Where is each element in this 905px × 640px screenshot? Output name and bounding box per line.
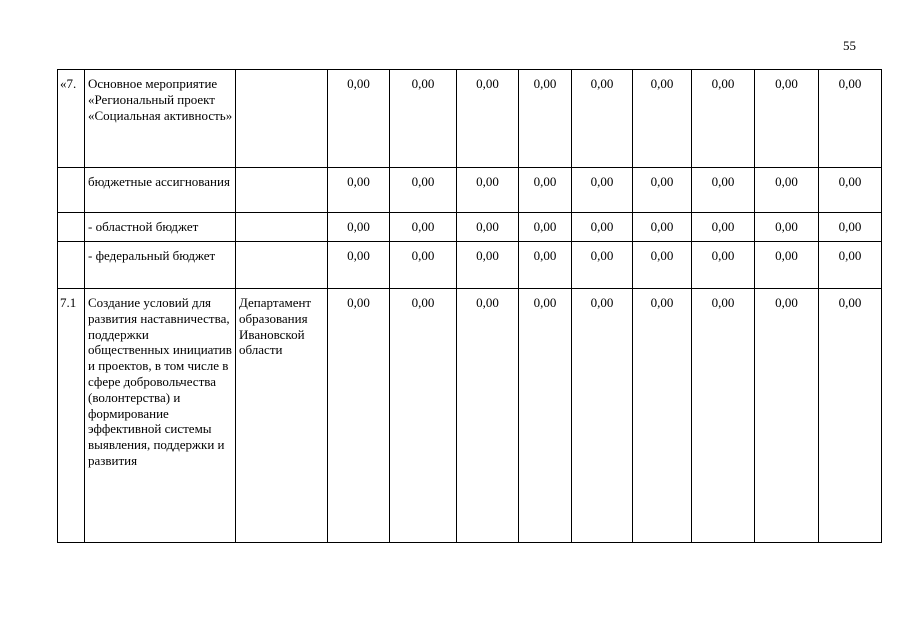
row-executor-cell [236, 213, 328, 242]
value-cell: 0,00 [519, 242, 572, 289]
value-cell: 0,00 [572, 168, 633, 213]
value-cell: 0,00 [328, 289, 390, 543]
table-row [58, 168, 882, 213]
value-cell: 0,00 [328, 168, 390, 213]
row-index-cell [58, 168, 85, 213]
value-cell: 0,00 [755, 70, 819, 168]
value-cell: 0,00 [519, 213, 572, 242]
value-cell: 0,00 [390, 213, 457, 242]
value-cell: 0,00 [519, 289, 572, 543]
table-row [58, 242, 882, 289]
value-cell: 0,00 [819, 242, 882, 289]
value-cell: 0,00 [755, 168, 819, 213]
value-cell: 0,00 [457, 289, 519, 543]
row-index-cell [58, 242, 85, 289]
value-cell: 0,00 [572, 213, 633, 242]
value-cell: 0,00 [572, 289, 633, 543]
value-cell: 0,00 [692, 289, 755, 543]
row-executor-cell [236, 242, 328, 289]
row-index-cell: 7.1 [58, 289, 85, 543]
row-name-cell: бюджетные ассигнования [85, 168, 236, 213]
table-row [58, 289, 882, 543]
value-cell: 0,00 [819, 168, 882, 213]
value-cell: 0,00 [692, 213, 755, 242]
value-cell: 0,00 [457, 242, 519, 289]
value-cell: 0,00 [633, 213, 692, 242]
value-cell: 0,00 [519, 70, 572, 168]
value-cell: 0,00 [633, 242, 692, 289]
value-cell: 0,00 [819, 289, 882, 543]
value-cell: 0,00 [633, 168, 692, 213]
row-index-cell [58, 213, 85, 242]
value-cell: 0,00 [328, 213, 390, 242]
row-executor-cell: Департамент образования Ивановской области [236, 289, 328, 543]
value-cell: 0,00 [390, 168, 457, 213]
value-cell: 0,00 [519, 168, 572, 213]
value-cell: 0,00 [457, 70, 519, 168]
row-executor-cell [236, 70, 328, 168]
row-name-cell: - областной бюджет [85, 213, 236, 242]
value-cell: 0,00 [390, 289, 457, 543]
budget-table [57, 69, 882, 543]
value-cell: 0,00 [692, 70, 755, 168]
value-cell: 0,00 [633, 289, 692, 543]
row-executor-cell [236, 168, 328, 213]
row-index-cell: «7. [58, 70, 85, 168]
value-cell: 0,00 [390, 242, 457, 289]
value-cell: 0,00 [819, 213, 882, 242]
value-cell: 0,00 [819, 70, 882, 168]
row-name-cell: - федеральный бюджет [85, 242, 236, 289]
value-cell: 0,00 [755, 213, 819, 242]
value-cell: 0,00 [457, 168, 519, 213]
table-row [58, 70, 882, 168]
row-name-cell: Создание условий для развития наставничества, поддержки общественных инициатив и проектов, в том числе в сфере добровольчества (волонтерства) и формирование эффективной системы выявления, поддержки и развития [85, 289, 236, 543]
value-cell: 0,00 [692, 242, 755, 289]
value-cell: 0,00 [457, 213, 519, 242]
value-cell: 0,00 [572, 70, 633, 168]
table-row [58, 213, 882, 242]
value-cell: 0,00 [755, 242, 819, 289]
page-number: 55 [843, 38, 856, 53]
value-cell: 0,00 [692, 168, 755, 213]
value-cell: 0,00 [328, 70, 390, 168]
value-cell: 0,00 [390, 70, 457, 168]
value-cell: 0,00 [328, 242, 390, 289]
value-cell: 0,00 [633, 70, 692, 168]
value-cell: 0,00 [572, 242, 633, 289]
row-name-cell: Основное мероприятие «Региональный проект «Социальная активность» [85, 70, 236, 168]
value-cell: 0,00 [755, 289, 819, 543]
